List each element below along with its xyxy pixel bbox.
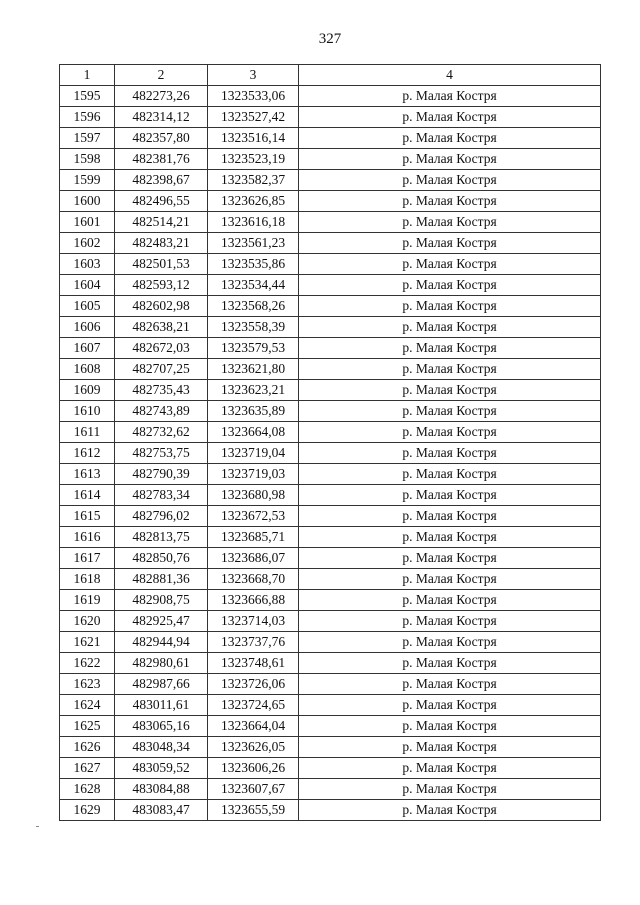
cell-number: 1601 — [60, 212, 115, 233]
cell-number: 1609 — [60, 380, 115, 401]
table-row — [60, 86, 601, 107]
cell-number: 1605 — [60, 296, 115, 317]
cell-description: р. Малая Костря — [299, 254, 601, 275]
cell-x: 482796,02 — [115, 506, 208, 527]
table-row — [60, 485, 601, 506]
cell-y: 1323714,03 — [208, 611, 299, 632]
header-row — [60, 65, 601, 86]
cell-number: 1613 — [60, 464, 115, 485]
cell-x: 482314,12 — [115, 107, 208, 128]
cell-description: р. Малая Костря — [299, 317, 601, 338]
cell-description: р. Малая Костря — [299, 464, 601, 485]
cell-number: 1629 — [60, 800, 115, 821]
cell-description: р. Малая Костря — [299, 569, 601, 590]
cell-y: 1323616,18 — [208, 212, 299, 233]
table-row — [60, 779, 601, 800]
cell-x: 482908,75 — [115, 590, 208, 611]
cell-x: 482987,66 — [115, 674, 208, 695]
cell-x: 482732,62 — [115, 422, 208, 443]
table-row — [60, 632, 601, 653]
cell-x: 482707,25 — [115, 359, 208, 380]
cell-x: 482483,21 — [115, 233, 208, 254]
cell-y: 1323523,19 — [208, 149, 299, 170]
cell-description: р. Малая Костря — [299, 422, 601, 443]
table-row — [60, 716, 601, 737]
cell-description: р. Малая Костря — [299, 86, 601, 107]
cell-number: 1604 — [60, 275, 115, 296]
table-row — [60, 443, 601, 464]
table-row — [60, 674, 601, 695]
cell-x: 482881,36 — [115, 569, 208, 590]
cell-x: 482790,39 — [115, 464, 208, 485]
cell-description: р. Малая Костря — [299, 401, 601, 422]
cell-y: 1323666,88 — [208, 590, 299, 611]
cell-y: 1323607,67 — [208, 779, 299, 800]
cell-description: р. Малая Костря — [299, 779, 601, 800]
cell-description: р. Малая Костря — [299, 758, 601, 779]
cell-description: р. Малая Костря — [299, 590, 601, 611]
table-row — [60, 317, 601, 338]
cell-y: 1323582,37 — [208, 170, 299, 191]
cell-description: р. Малая Костря — [299, 548, 601, 569]
cell-x: 482593,12 — [115, 275, 208, 296]
cell-y: 1323606,26 — [208, 758, 299, 779]
table-row — [60, 170, 601, 191]
header-cell-description: 4 — [299, 65, 601, 86]
cell-x: 482273,26 — [115, 86, 208, 107]
cell-number: 1603 — [60, 254, 115, 275]
table-row — [60, 758, 601, 779]
cell-y: 1323579,53 — [208, 338, 299, 359]
cell-x: 482753,75 — [115, 443, 208, 464]
table-row — [60, 611, 601, 632]
cell-number: 1628 — [60, 779, 115, 800]
cell-number: 1616 — [60, 527, 115, 548]
cell-x: 482813,75 — [115, 527, 208, 548]
cell-y: 1323626,05 — [208, 737, 299, 758]
scan-mark — [36, 826, 39, 827]
cell-description: р. Малая Костря — [299, 506, 601, 527]
table-row — [60, 128, 601, 149]
cell-y: 1323568,26 — [208, 296, 299, 317]
cell-number: 1621 — [60, 632, 115, 653]
table-row — [60, 695, 601, 716]
cell-description: р. Малая Костря — [299, 359, 601, 380]
table-row — [60, 800, 601, 821]
table-row — [60, 296, 601, 317]
cell-y: 1323726,06 — [208, 674, 299, 695]
cell-x: 482925,47 — [115, 611, 208, 632]
cell-description: р. Малая Костря — [299, 443, 601, 464]
table-row — [60, 506, 601, 527]
cell-description: р. Малая Костря — [299, 380, 601, 401]
cell-y: 1323534,44 — [208, 275, 299, 296]
cell-x: 483065,16 — [115, 716, 208, 737]
cell-y: 1323680,98 — [208, 485, 299, 506]
cell-x: 482743,89 — [115, 401, 208, 422]
cell-description: р. Малая Костря — [299, 275, 601, 296]
coordinates-table — [59, 64, 601, 821]
table-row — [60, 527, 601, 548]
table-row — [60, 233, 601, 254]
cell-description: р. Малая Костря — [299, 233, 601, 254]
cell-description: р. Малая Костря — [299, 149, 601, 170]
cell-description: р. Малая Костря — [299, 632, 601, 653]
cell-description: р. Малая Костря — [299, 800, 601, 821]
cell-x: 482501,53 — [115, 254, 208, 275]
cell-y: 1323527,42 — [208, 107, 299, 128]
table-row — [60, 380, 601, 401]
header-cell-number: 1 — [60, 65, 115, 86]
cell-x: 482944,94 — [115, 632, 208, 653]
cell-y: 1323561,23 — [208, 233, 299, 254]
cell-x: 482672,03 — [115, 338, 208, 359]
cell-description: р. Малая Костря — [299, 191, 601, 212]
cell-number: 1620 — [60, 611, 115, 632]
cell-description: р. Малая Костря — [299, 296, 601, 317]
cell-x: 482381,76 — [115, 149, 208, 170]
cell-number: 1595 — [60, 86, 115, 107]
cell-x: 482783,34 — [115, 485, 208, 506]
table-row — [60, 590, 601, 611]
cell-number: 1602 — [60, 233, 115, 254]
cell-number: 1626 — [60, 737, 115, 758]
cell-x: 483083,47 — [115, 800, 208, 821]
cell-x: 482980,61 — [115, 653, 208, 674]
cell-y: 1323685,71 — [208, 527, 299, 548]
table-body — [60, 86, 601, 821]
cell-description: р. Малая Костря — [299, 674, 601, 695]
cell-number: 1619 — [60, 590, 115, 611]
table-row — [60, 212, 601, 233]
cell-number: 1607 — [60, 338, 115, 359]
cell-description: р. Малая Костря — [299, 128, 601, 149]
cell-y: 1323668,70 — [208, 569, 299, 590]
cell-description: р. Малая Костря — [299, 485, 601, 506]
cell-number: 1599 — [60, 170, 115, 191]
cell-description: р. Малая Костря — [299, 611, 601, 632]
table-row — [60, 149, 601, 170]
page-number: 327 — [318, 31, 342, 47]
table-row — [60, 359, 601, 380]
table-row — [60, 464, 601, 485]
cell-y: 1323672,53 — [208, 506, 299, 527]
cell-x: 483084,88 — [115, 779, 208, 800]
cell-description: р. Малая Костря — [299, 653, 601, 674]
table-row — [60, 338, 601, 359]
cell-x: 483048,34 — [115, 737, 208, 758]
cell-y: 1323621,80 — [208, 359, 299, 380]
cell-y: 1323655,59 — [208, 800, 299, 821]
cell-description: р. Малая Костря — [299, 170, 601, 191]
cell-number: 1608 — [60, 359, 115, 380]
cell-y: 1323724,65 — [208, 695, 299, 716]
cell-x: 482638,21 — [115, 317, 208, 338]
cell-y: 1323535,86 — [208, 254, 299, 275]
table-header — [60, 65, 601, 86]
cell-x: 483011,61 — [115, 695, 208, 716]
cell-number: 1622 — [60, 653, 115, 674]
cell-y: 1323558,39 — [208, 317, 299, 338]
cell-x: 482514,21 — [115, 212, 208, 233]
cell-y: 1323664,04 — [208, 716, 299, 737]
cell-x: 482602,98 — [115, 296, 208, 317]
cell-number: 1617 — [60, 548, 115, 569]
cell-number: 1610 — [60, 401, 115, 422]
header-cell-x: 2 — [115, 65, 208, 86]
cell-number: 1618 — [60, 569, 115, 590]
cell-description: р. Малая Костря — [299, 737, 601, 758]
cell-y: 1323516,14 — [208, 128, 299, 149]
cell-description: р. Малая Костря — [299, 716, 601, 737]
cell-y: 1323737,76 — [208, 632, 299, 653]
cell-number: 1615 — [60, 506, 115, 527]
cell-description: р. Малая Костря — [299, 107, 601, 128]
cell-y: 1323748,61 — [208, 653, 299, 674]
table-row — [60, 653, 601, 674]
cell-x: 482735,43 — [115, 380, 208, 401]
table-row — [60, 401, 601, 422]
table-row — [60, 107, 601, 128]
cell-description: р. Малая Костря — [299, 212, 601, 233]
cell-x: 482398,67 — [115, 170, 208, 191]
cell-number: 1623 — [60, 674, 115, 695]
header-cell-y: 3 — [208, 65, 299, 86]
cell-description: р. Малая Костря — [299, 695, 601, 716]
cell-y: 1323533,06 — [208, 86, 299, 107]
cell-y: 1323719,04 — [208, 443, 299, 464]
cell-y: 1323635,89 — [208, 401, 299, 422]
cell-number: 1612 — [60, 443, 115, 464]
cell-number: 1600 — [60, 191, 115, 212]
cell-number: 1596 — [60, 107, 115, 128]
table-row — [60, 191, 601, 212]
cell-number: 1625 — [60, 716, 115, 737]
cell-number: 1606 — [60, 317, 115, 338]
cell-y: 1323623,21 — [208, 380, 299, 401]
table-row — [60, 275, 601, 296]
cell-number: 1614 — [60, 485, 115, 506]
cell-x: 483059,52 — [115, 758, 208, 779]
cell-x: 482496,55 — [115, 191, 208, 212]
cell-number: 1627 — [60, 758, 115, 779]
table-row — [60, 548, 601, 569]
cell-y: 1323626,85 — [208, 191, 299, 212]
table-row — [60, 254, 601, 275]
table-row — [60, 569, 601, 590]
cell-description: р. Малая Костря — [299, 527, 601, 548]
cell-y: 1323664,08 — [208, 422, 299, 443]
cell-number: 1598 — [60, 149, 115, 170]
cell-number: 1624 — [60, 695, 115, 716]
cell-number: 1597 — [60, 128, 115, 149]
table-row — [60, 737, 601, 758]
cell-x: 482357,80 — [115, 128, 208, 149]
cell-x: 482850,76 — [115, 548, 208, 569]
cell-y: 1323686,07 — [208, 548, 299, 569]
cell-y: 1323719,03 — [208, 464, 299, 485]
table-row — [60, 422, 601, 443]
cell-number: 1611 — [60, 422, 115, 443]
cell-description: р. Малая Костря — [299, 338, 601, 359]
